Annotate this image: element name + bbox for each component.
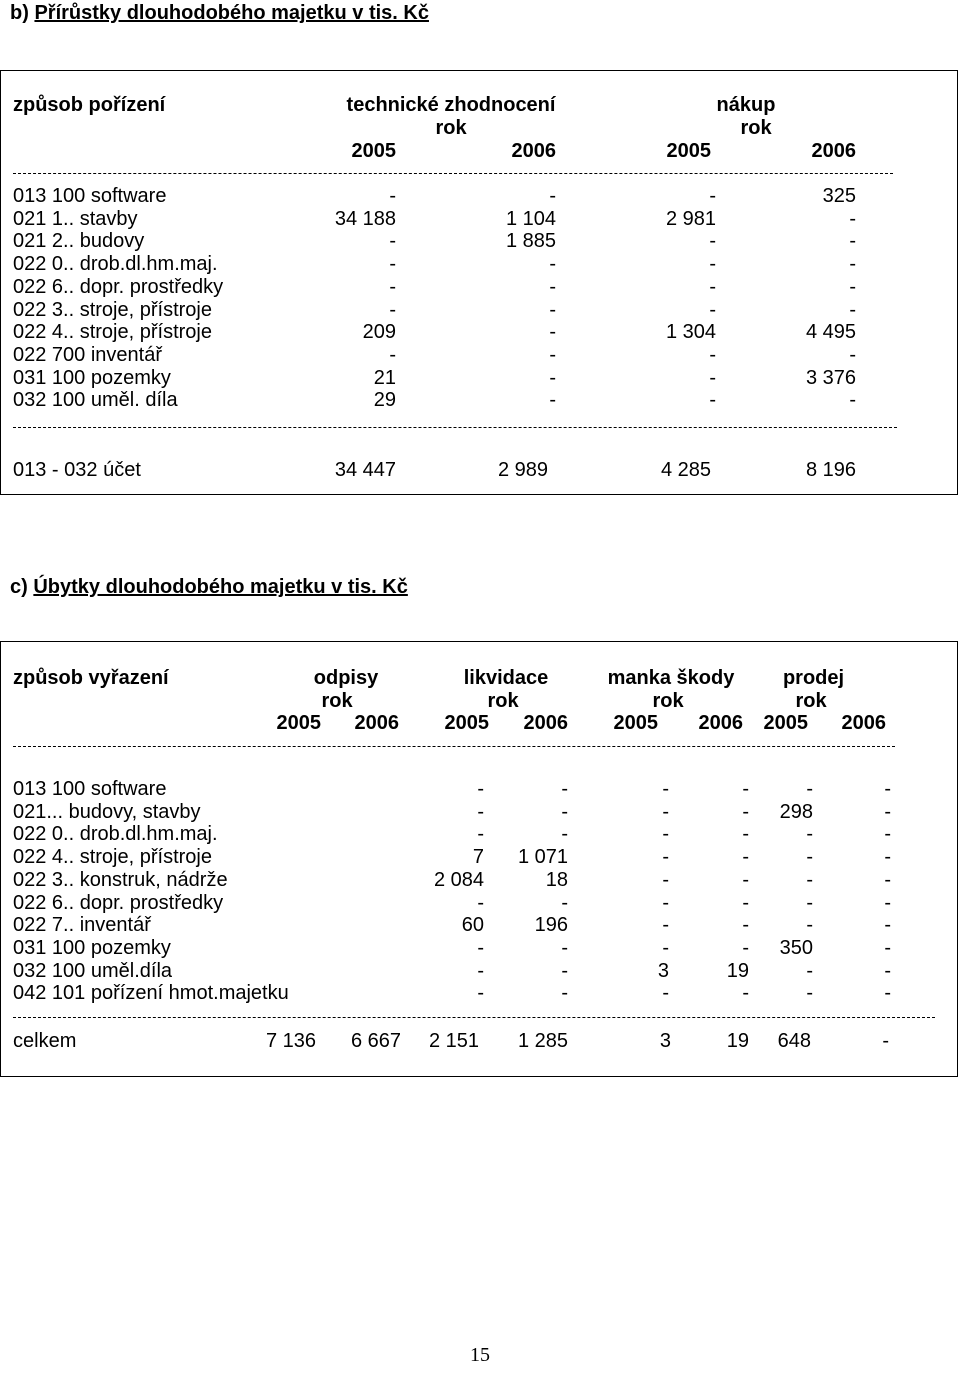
total-value: - xyxy=(882,1030,889,1052)
row-value: - xyxy=(561,778,568,800)
divider xyxy=(13,173,893,174)
row-value: 1 304 xyxy=(665,321,716,344)
row-value: 29 xyxy=(373,389,396,412)
total-value: 7 136 xyxy=(265,1030,316,1052)
header-losses: manka škody xyxy=(607,667,735,689)
row-value: - xyxy=(806,868,813,891)
row-value: - xyxy=(884,914,891,937)
row-value: - xyxy=(742,800,749,823)
row-value: - xyxy=(477,778,484,800)
row-value: 3 xyxy=(657,959,669,982)
row-value: 298 xyxy=(779,800,813,823)
row-value: - xyxy=(742,936,749,959)
row-value: 325 xyxy=(822,185,856,207)
row-value: - xyxy=(477,800,484,823)
total-value: 3 xyxy=(659,1030,671,1052)
row-value: - xyxy=(742,914,749,937)
row-value: - xyxy=(884,800,891,823)
total-value: 2 151 xyxy=(428,1030,479,1052)
row-value: - xyxy=(742,982,749,1005)
row-value: - xyxy=(561,800,568,823)
header-year: 2006 xyxy=(841,712,886,734)
row-value: 350 xyxy=(779,936,813,959)
total-value: 4 285 xyxy=(660,459,711,481)
row-value: - xyxy=(477,959,484,982)
row-value: - xyxy=(709,253,716,276)
row-value: 7 xyxy=(472,846,484,869)
row-value: - xyxy=(742,846,749,869)
row-value: 2 084 xyxy=(433,868,484,891)
row-value: - xyxy=(884,846,891,869)
header-liquidation: likvidace xyxy=(463,667,549,689)
row-value: - xyxy=(477,982,484,1005)
row-value: - xyxy=(549,321,556,344)
total-value: 2 989 xyxy=(497,459,548,481)
row-value: - xyxy=(389,275,396,298)
divider xyxy=(13,1017,935,1018)
header-year: 2005 xyxy=(666,140,711,162)
header-year: 2005 xyxy=(276,712,321,734)
row-value: - xyxy=(662,868,669,891)
row-value: - xyxy=(884,778,891,800)
header-depreciation: odpisy xyxy=(313,667,379,689)
header-year: 2005 xyxy=(444,712,489,734)
section-c-title: Úbytky dlouhodobého majetku v tis. Kč xyxy=(33,576,408,598)
row-label: 022 4.. stroje, přístroje xyxy=(13,321,212,344)
total-value: 8 196 xyxy=(805,459,856,481)
section-c-prefix: c) xyxy=(10,576,28,598)
header-rok: rok xyxy=(795,690,827,712)
row-value: - xyxy=(662,823,669,846)
row-value: - xyxy=(806,959,813,982)
row-value: 60 xyxy=(461,914,484,937)
row-label: 031 100 pozemky xyxy=(13,366,171,389)
header-year: 2005 xyxy=(351,140,396,162)
header-year: 2006 xyxy=(511,140,556,162)
row-value: - xyxy=(561,823,568,846)
row-label: 022 6.. dopr. prostředky xyxy=(13,891,224,914)
row-value: - xyxy=(709,185,716,207)
row-value: - xyxy=(389,185,396,207)
row-value: - xyxy=(389,343,396,366)
row-label: 022 0.. drob.dl.hm.maj. xyxy=(13,253,218,276)
row-label: 022 6.. dopr. prostředky xyxy=(13,275,224,298)
row-value: - xyxy=(477,936,484,959)
header-rok: rok xyxy=(321,690,353,712)
row-value: - xyxy=(561,982,568,1005)
header-year: 2006 xyxy=(698,712,743,734)
row-label: 021 2.. budovy xyxy=(13,230,145,253)
section-b-heading xyxy=(10,2,429,24)
section-b-prefix: b) xyxy=(10,2,29,24)
row-label: 021... budovy, stavby xyxy=(13,800,201,823)
row-value: - xyxy=(662,800,669,823)
row-label: 013 100 software xyxy=(13,778,167,800)
header-year: 2006 xyxy=(354,712,399,734)
row-value: 1 885 xyxy=(505,230,556,253)
row-value: - xyxy=(709,298,716,321)
total-value: 648 xyxy=(777,1030,811,1052)
row-value: - xyxy=(849,253,856,276)
acquisitions-table xyxy=(0,70,958,495)
row-label: 022 7.. inventář xyxy=(13,914,151,937)
row-value: 1 104 xyxy=(505,207,556,230)
row-value: - xyxy=(662,936,669,959)
row-value: 209 xyxy=(362,321,396,344)
header-purchase: nákup xyxy=(716,94,776,116)
total-value: 6 667 xyxy=(350,1030,401,1052)
row-label: 042 101 pořízení hmot.majetku xyxy=(13,982,289,1005)
row-value: - xyxy=(662,891,669,914)
row-label: 022 3.. stroje, přístroje xyxy=(13,298,212,321)
header-year: 2005 xyxy=(763,712,808,734)
row-value: 2 981 xyxy=(665,207,716,230)
row-value: - xyxy=(806,778,813,800)
row-value: - xyxy=(884,868,891,891)
row-value: - xyxy=(884,936,891,959)
row-value: - xyxy=(849,389,856,412)
row-value: - xyxy=(742,823,749,846)
row-value: 21 xyxy=(373,366,396,389)
header-rok: rok xyxy=(652,690,684,712)
row-value: - xyxy=(561,959,568,982)
row-value: 18 xyxy=(545,868,568,891)
row-value: - xyxy=(549,253,556,276)
row-value: 196 xyxy=(534,914,568,937)
row-value: 3 376 xyxy=(805,366,856,389)
header-rok-1: rok xyxy=(435,117,467,139)
total-value: 34 447 xyxy=(334,459,396,481)
row-label: 032 100 uměl.díla xyxy=(13,959,173,982)
row-value: - xyxy=(549,298,556,321)
row-value: - xyxy=(884,891,891,914)
row-value: - xyxy=(806,823,813,846)
divider xyxy=(13,746,895,747)
row-label: 031 100 pozemky xyxy=(13,936,171,959)
row-value: - xyxy=(561,936,568,959)
total-label: 013 - 032 účet xyxy=(13,459,141,481)
row-value: - xyxy=(662,846,669,869)
row-label: 022 4.. stroje, přístroje xyxy=(13,846,212,869)
header-year: 2006 xyxy=(523,712,568,734)
row-value: - xyxy=(709,275,716,298)
row-value: - xyxy=(709,230,716,253)
row-value: - xyxy=(742,891,749,914)
row-value: - xyxy=(849,275,856,298)
row-value: 1 071 xyxy=(517,846,568,869)
row-value: - xyxy=(709,366,716,389)
row-value: - xyxy=(477,891,484,914)
row-value: 4 495 xyxy=(805,321,856,344)
row-value: - xyxy=(549,275,556,298)
divider xyxy=(13,427,897,428)
header-rok: rok xyxy=(487,690,519,712)
row-value: - xyxy=(884,823,891,846)
row-value: - xyxy=(662,914,669,937)
row-value: - xyxy=(549,343,556,366)
total-label: celkem xyxy=(13,1030,77,1052)
header-rok-2: rok xyxy=(740,117,772,139)
row-label: 013 100 software xyxy=(13,185,167,207)
section-c-heading xyxy=(10,576,408,598)
row-value: - xyxy=(849,298,856,321)
row-label: 022 3.. konstruk, nádrže xyxy=(13,868,228,891)
header-disposal-method: způsob vyřazení xyxy=(13,667,169,689)
row-value: - xyxy=(884,982,891,1005)
total-value: 1 285 xyxy=(517,1030,568,1052)
row-value: - xyxy=(549,366,556,389)
row-value: - xyxy=(709,389,716,412)
row-label: 022 700 inventář xyxy=(13,343,163,366)
row-value: - xyxy=(742,778,749,800)
header-method: způsob pořízení xyxy=(13,94,166,116)
row-value: 34 188 xyxy=(334,207,396,230)
row-label: 022 0.. drob.dl.hm.maj. xyxy=(13,823,218,846)
header-year: 2006 xyxy=(811,140,856,162)
header-sale: prodej xyxy=(782,667,845,689)
row-value: - xyxy=(389,298,396,321)
section-b-title: Přírůstky dlouhodobého majetku v tis. Kč xyxy=(34,2,429,24)
row-value: - xyxy=(662,982,669,1005)
row-value: - xyxy=(389,230,396,253)
row-value: - xyxy=(884,959,891,982)
row-value: 19 xyxy=(726,959,749,982)
row-value: - xyxy=(806,982,813,1005)
row-value: - xyxy=(549,185,556,207)
header-technical-improvement: technické zhodnocení xyxy=(346,94,556,116)
row-value: - xyxy=(477,823,484,846)
row-value: - xyxy=(849,207,856,230)
disposals-table xyxy=(0,641,958,1077)
row-value: - xyxy=(561,891,568,914)
row-value: - xyxy=(662,778,669,800)
row-value: - xyxy=(742,868,749,891)
header-year: 2005 xyxy=(613,712,658,734)
row-value: - xyxy=(849,343,856,366)
row-value: - xyxy=(549,389,556,412)
row-value: - xyxy=(709,343,716,366)
row-label: 021 1.. stavby xyxy=(13,207,138,230)
row-value: - xyxy=(389,253,396,276)
row-value: - xyxy=(806,891,813,914)
row-value: - xyxy=(806,846,813,869)
row-value: - xyxy=(806,914,813,937)
row-label: 032 100 uměl. díla xyxy=(13,389,178,412)
page-number: 15 xyxy=(470,1344,490,1366)
total-value: 19 xyxy=(726,1030,749,1052)
row-value: - xyxy=(849,230,856,253)
